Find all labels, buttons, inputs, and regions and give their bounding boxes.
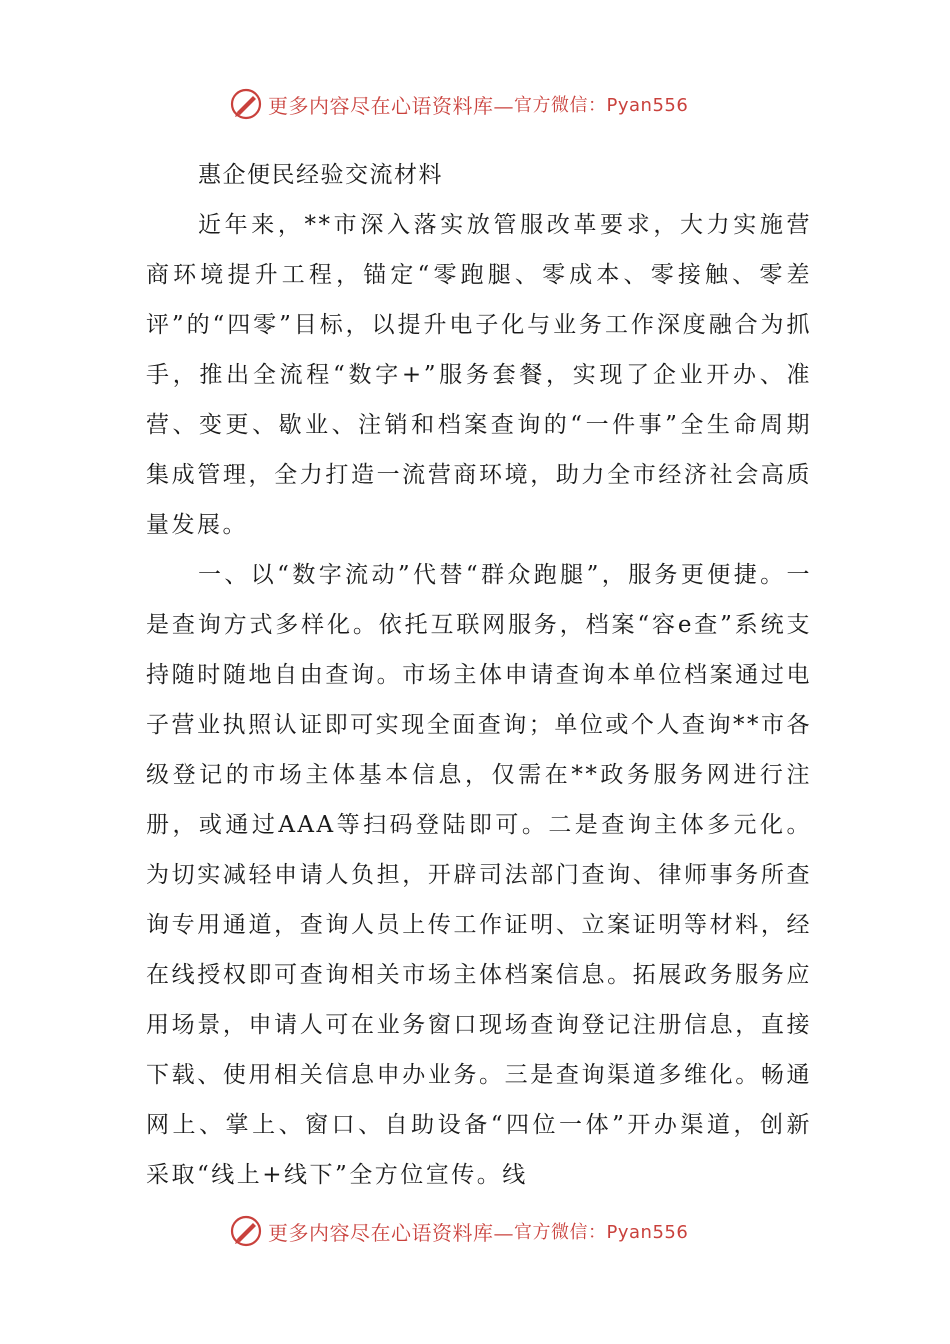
pen-circle-icon — [228, 86, 264, 122]
paragraph-intro: 近年来，**市深入落实放管服改革要求，大力实施营商环境提升工程，锚定“零跑腿、零成本、零接触、零差评”的“四零”目标，以提升电子化与业务工作深度融合为抓手，推出全流程“数字+”服务套餐，实现了企业开办、准营、变更、歇业、注销和档案查询的“一件事”全生命周期集成管理，全力打造一流营商环境，助力全市经济社会高质量发展。 — [146, 212, 812, 538]
watermark-banner-bottom — [228, 1211, 748, 1251]
watermark-sub-text: 官方微信：Pyan556 — [514, 95, 689, 116]
watermark-main-text: 更多内容尽在心语资料库— — [268, 1220, 514, 1245]
watermark-banner-top — [228, 84, 748, 124]
document-body — [146, 150, 812, 1200]
watermark-sub-text: 官方微信：Pyan556 — [514, 1222, 689, 1243]
watermark-main-text: 更多内容尽在心语资料库— — [268, 93, 514, 118]
paragraph-section-one: 一、以“数字流动”代替“群众跑腿”，服务更便捷。一是查询方式多样化。依托互联网服务，档案“容e查”系统支持随时随地自由查询。市场主体申请查询本单位档案通过电子营业执照认证即可实现全面查询；单位或个人查询**市各级登记的市场主体基本信息，仅需在**政务服务网进行注册，或通过AAA等扫码登陆即可。二是查询主体多元化。为切实减轻申请人负担，开辟司法部门查询、律师事务所查询专用通道，查询人员上传工作证明、立案证明等材料，经在线授权即可查询相关市场主体档案信息。拓展政务服务应用场景，申请人可在业务窗口现场查询登记注册信息，直接下载、使用相关信息申办业务。三是查询渠道多维化。畅通网上、掌上、窗口、自助设备“四位一体”开办渠道，创新采取“线上+线下”全方位宣传。线 — [146, 562, 812, 1188]
pen-circle-icon — [228, 1213, 264, 1249]
document-title: 惠企便民经验交流材料 — [198, 162, 443, 188]
